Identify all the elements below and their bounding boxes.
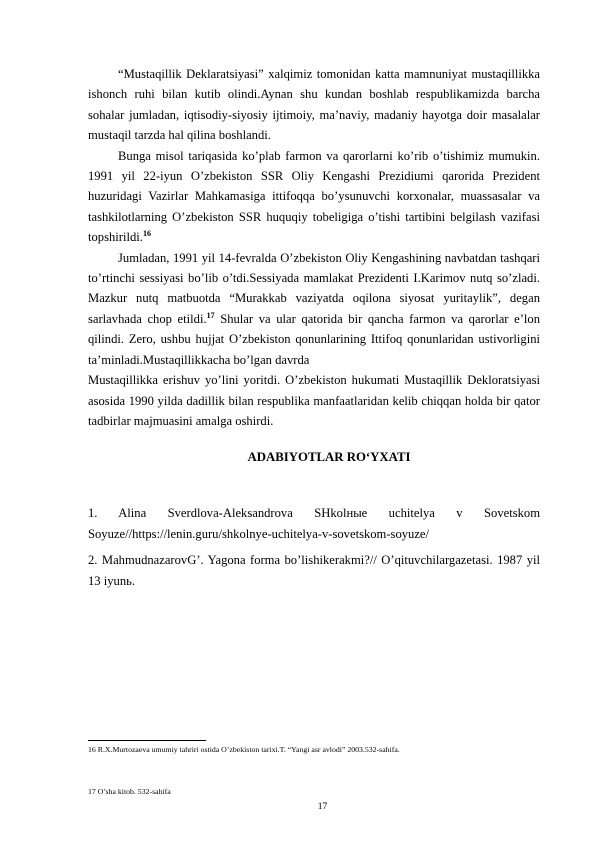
page-body xyxy=(88,64,540,597)
paragraph-2-text: Bunga misol tariqasida ko’plab farmon va qarorlarni ko’rib o’tishimiz mumukin. 1991 yil 22-iyun O’zbekiston SSR Oliy Kengashi Prezidiumi qarorida Prezident huzuridagi Vazirlar Mahkamasiga ittifoqqa bo’ysunuvchi korxonalar, muassasalar va tashkilotlarning O’zbekiston SSR huquqiy tobeligiga o’tishi tartibini belgilash vazifasi topshirildi. xyxy=(88,148,540,245)
footnote-ref-16[interactable]: 16 xyxy=(142,229,151,239)
footnote-divider xyxy=(88,740,206,741)
paragraph-1: “Mustaqillik Deklaratsiyasi” xalqimiz tomonidan katta mamnuniyat mustaqillikka ishonch ruhi bilan kutib olindi.Aynan shu kundan boshlab respublikamizda barcha sohalar jumladan, iqtisodiy-siyosiy ijtimoiy, ma’naviy, madaniy hayotga doir masalalar mustaqil tarzda hal qilina boshlandi. xyxy=(88,67,540,143)
references-heading: ADABIYOTLAR RO‘YXATI xyxy=(247,450,411,465)
paragraph-3 xyxy=(88,248,540,370)
footnote-16: 16 R.X.Murtozaeva umumiy tahriri ostida O’zbekiston tarixi.T. “Yangi asr avlodi” 2003.532-sahifa. xyxy=(88,745,400,754)
page-number: 17 xyxy=(317,802,328,812)
paragraph-3-text-b: Shular va ular qatorida bir qancha farmon va qarorlar e’lon qilindi. Zero, ushbu hujjat O’zbekiston qonunlarining Ittifoq qonunlaridan ustivorligini ta’minladi.Mustaqillikkacha bo’lgan davrda xyxy=(88,311,540,367)
paragraph-3-text-a: Jumladan, 1991 yil 14-fevralda O’zbekiston Oliy Kengashining navbatdan tashqari to’rtinchi sessiyasi bo’lib o’tdi.Sessiyada mamlakat Prezidenti I.Karimov nutq so’zladi. Mazkur nutq matbuotda “Murakkab vaziyatda oqilona siyosat yuritaylik”, degan sarlavhada chop etildi. xyxy=(88,250,540,326)
reference-item-2: 2. MahmudnazarovG’. Yagona forma bo’lishikerakmi?// O’qituvchilargazetasi. 1987 yil 13 iyunь. xyxy=(88,553,540,588)
footnote-ref-17[interactable]: 17 xyxy=(206,310,215,320)
reference-item-1: 1. Alina Sverdlova-Aleksandrova SHkolные uchitelya v Sovetskom Soyuze//https://lenin.guru/shkolnye-uchitelya-v-sovetskom-soyuze/ xyxy=(88,506,540,541)
paragraph-4: Mustaqillikka erishuv yo’lini yoritdi. O’zbekiston hukumati Mustaqillik Dekloratsiyasi asosida 1990 yilda dadillik bilan respublika manfaatlaridan kelib chiqqan holda bir qator tadbirlar majmuasini amalga oshirdi. xyxy=(88,373,540,428)
references-list xyxy=(88,503,540,591)
footnote-17: 17 O’sha kitob. 532-sahifa xyxy=(88,787,171,796)
paragraph-2 xyxy=(88,146,540,248)
